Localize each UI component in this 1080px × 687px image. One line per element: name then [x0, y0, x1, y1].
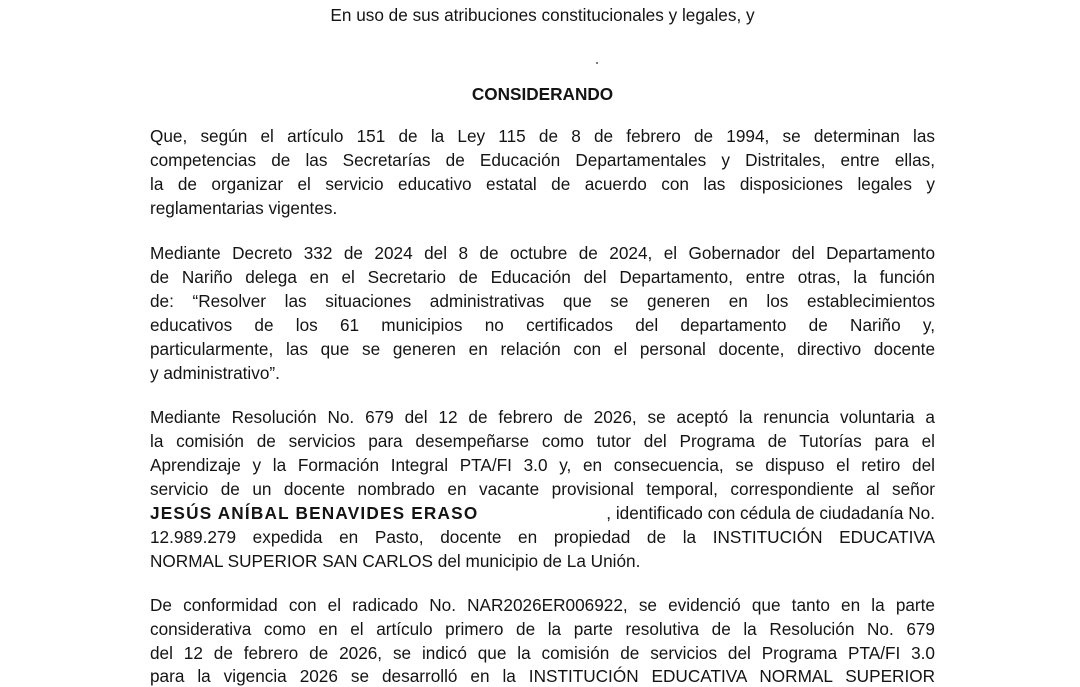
paragraph-4-line: De conformidad con el radicado No. NAR2026ER006922, se evidenció que tanto en la parte: [150, 595, 935, 615]
paragraph-2-line: de: “Resolver las situaciones administrativas que se generen en los establecimientos: [150, 291, 935, 311]
paragraph-3-line: Mediante Resolución No. 679 del 12 de febrero de 2026, se aceptó la renuncia voluntaria a: [150, 407, 935, 427]
paragraph-1-line: Que, según el artículo 151 de la Ley 115 de 8 de febrero de 1994, se determinan las: [150, 126, 935, 146]
paragraph-1-line: la de organizar el servicio educativo estatal de acuerdo con las disposiciones legales y: [150, 174, 935, 194]
paragraph-2-line: particularmente, las que se generen en relación con el personal docente, directivo docente: [150, 339, 935, 359]
paragraph-3-line: la comisión de servicios para desempeñarse como tutor del Programa de Tutorías para el: [150, 431, 935, 451]
intro-line: En uso de sus atribuciones constitucionales y legales, y: [330, 5, 755, 25]
paragraph-4-line: considerativa como en el artículo primero de la parte resolutiva de la Resolución No. 679: [150, 619, 935, 639]
paragraph-2-line: educativos de los 61 municipios no certificados del departamento de Nariño y,: [150, 315, 935, 335]
paragraph-3-name-line: [150, 502, 935, 524]
paragraph-2-line: y administrativo”.: [150, 363, 280, 383]
paragraph-3-line: Aprendizaje y la Formación Integral PTA/FI 3.0 y, en consecuencia, se dispuso el retiro del: [150, 455, 935, 475]
paragraph-3-line: NORMAL SUPERIOR SAN CARLOS del municipio de La Unión.: [150, 551, 641, 571]
person-name: JESÚS ANÍBAL BENAVIDES ERASO: [150, 503, 479, 523]
paragraph-4-line: para la vigencia 2026 se desarrolló en la INSTITUCIÓN EDUCATIVA NORMAL SUPERIOR: [150, 666, 935, 686]
considerando-heading: CONSIDERANDO: [471, 84, 614, 104]
paragraph-3-line: servicio de un docente nombrado en vacante provisional temporal, correspondiente al señor: [150, 479, 935, 499]
scan-speck: [596, 62, 598, 64]
paragraph-1-line: competencias de las Secretarías de Educación Departamentales y Distritales, entre ellas,: [150, 150, 935, 170]
person-id-text: , identificado con cédula de ciudadanía No.: [606, 503, 935, 523]
paragraph-2-line: de Nariño delega en el Secretario de Educación del Departamento, entre otras, la función: [150, 267, 935, 287]
paragraph-1-line: reglamentarias vigentes.: [150, 198, 338, 218]
paragraph-2-line: Mediante Decreto 332 de 2024 del 8 de octubre de 2024, el Gobernador del Departamento: [150, 243, 935, 263]
paragraph-4-line: del 12 de febrero de 2026, se indicó que la comisión de servicios del Programa PTA/FI 3.0: [150, 643, 935, 663]
paragraph-3-line: 12.989.279 expedida en Pasto, docente en propiedad de la INSTITUCIÓN EDUCATIVA: [150, 527, 935, 547]
